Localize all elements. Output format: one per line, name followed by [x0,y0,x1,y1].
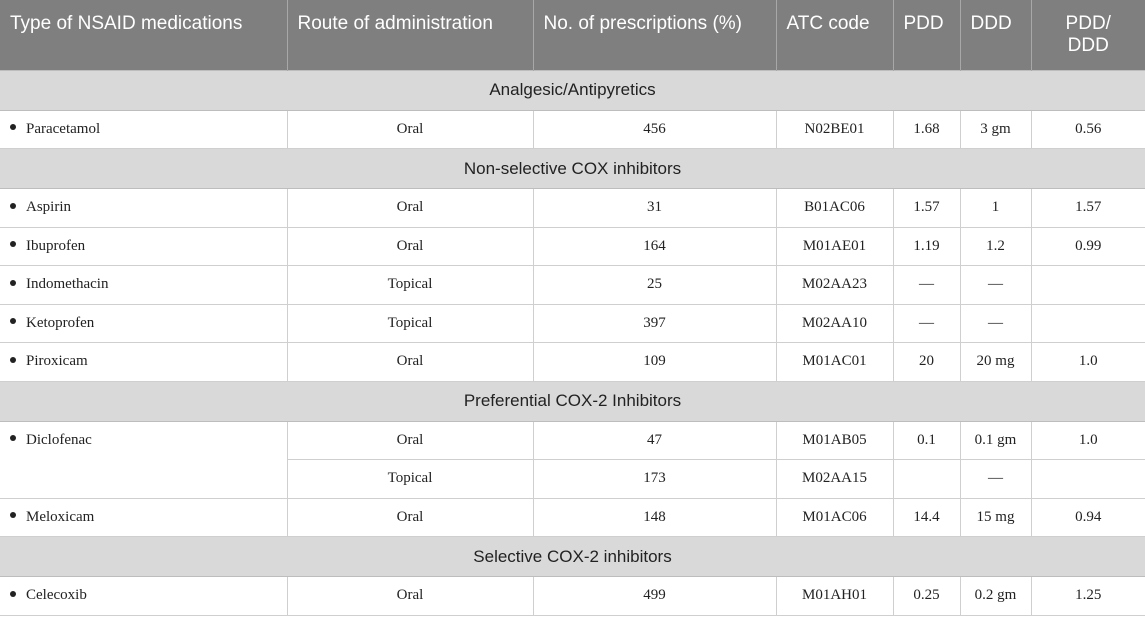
ratio-cell: 1.57 [1031,189,1145,228]
ratio-cell: 0.56 [1031,110,1145,149]
ddd-cell: 0.1 gm [960,421,1031,460]
route-cell: Topical [287,304,533,343]
atc-cell: M01AE01 [776,227,893,266]
drug-name-cell: Aspirin [0,189,287,228]
table-row [0,421,1145,460]
atc-cell: M02AA15 [776,460,893,499]
ddd-cell: — [960,460,1031,499]
bullet-icon [10,241,16,247]
table-row [0,227,1145,266]
ddd-cell: 20 mg [960,343,1031,382]
count-cell: 164 [533,227,776,266]
bullet-icon [10,124,16,130]
route-cell: Oral [287,421,533,460]
table-row [0,498,1145,537]
pdd-cell: — [893,266,960,305]
bullet-icon [10,512,16,518]
count-cell: 47 [533,421,776,460]
ddd-cell: 1.2 [960,227,1031,266]
header-pdd-ddd: PDD/ DDD [1031,0,1145,70]
header-ddd: DDD [960,0,1031,70]
table-row [0,266,1145,305]
drug-name-cell: Paracetamol [0,110,287,149]
ratio-cell: 0.94 [1031,498,1145,537]
table-row [0,304,1145,343]
route-cell: Oral [287,577,533,616]
category-label: Non-selective COX inhibitors [0,149,1145,189]
ddd-cell: 0.2 gm [960,577,1031,616]
drug-name-cell: Diclofenac [0,421,287,498]
count-cell: 148 [533,498,776,537]
ddd-cell: 15 mg [960,498,1031,537]
pdd-cell: 0.1 [893,421,960,460]
table-row [0,343,1145,382]
pdd-cell: 1.68 [893,110,960,149]
drug-name-cell: Ketoprofen [0,304,287,343]
count-cell: 25 [533,266,776,305]
category-label: Selective COX-2 inhibitors [0,537,1145,577]
drug-name-cell: Piroxicam [0,343,287,382]
category-label: Preferential COX-2 Inhibitors [0,381,1145,421]
category-row [0,70,1145,110]
header-route: Route of administration [287,0,533,70]
atc-cell: M01AC01 [776,343,893,382]
ratio-cell: 0.99 [1031,227,1145,266]
pdd-cell: 1.57 [893,189,960,228]
pdd-cell: 20 [893,343,960,382]
drug-name-cell: Meloxicam [0,498,287,537]
header-prescriptions: No. of prescriptions (%) [533,0,776,70]
drug-name-cell: Indomethacin [0,266,287,305]
category-row [0,149,1145,189]
bullet-icon [10,203,16,209]
category-label: Analgesic/Antipyretics [0,70,1145,110]
route-cell: Oral [287,498,533,537]
route-cell: Oral [287,110,533,149]
count-cell: 499 [533,577,776,616]
count-cell: 109 [533,343,776,382]
count-cell: 397 [533,304,776,343]
header-type: Type of NSAID medications [0,0,287,70]
bullet-icon [10,591,16,597]
ddd-cell: — [960,304,1031,343]
ratio-cell: 1.0 [1031,421,1145,460]
atc-cell: M02AA23 [776,266,893,305]
count-cell: 31 [533,189,776,228]
route-cell: Oral [287,343,533,382]
route-cell: Oral [287,227,533,266]
ratio-cell [1031,460,1145,499]
table-row [0,577,1145,616]
atc-cell: M01AH01 [776,577,893,616]
atc-cell: N02BE01 [776,110,893,149]
ratio-cell [1031,304,1145,343]
drug-name-cell: Celecoxib [0,577,287,616]
ratio-cell: 1.25 [1031,577,1145,616]
pdd-cell [893,460,960,499]
table-row [0,110,1145,149]
ratio-cell: 1.0 [1031,343,1145,382]
category-row [0,381,1145,421]
category-row [0,537,1145,577]
ratio-cell [1031,266,1145,305]
table-row [0,189,1145,228]
atc-cell: M01AB05 [776,421,893,460]
count-cell: 173 [533,460,776,499]
bullet-icon [10,318,16,324]
pdd-cell: 0.25 [893,577,960,616]
bullet-icon [10,357,16,363]
bullet-icon [10,280,16,286]
header-pdd: PDD [893,0,960,70]
drug-name-cell: Ibuprofen [0,227,287,266]
route-cell: Topical [287,460,533,499]
header-row [0,0,1145,70]
atc-cell: M02AA10 [776,304,893,343]
pdd-cell: 14.4 [893,498,960,537]
pdd-cell: 1.19 [893,227,960,266]
atc-cell: M01AC06 [776,498,893,537]
ddd-cell: 1 [960,189,1031,228]
count-cell: 456 [533,110,776,149]
bullet-icon [10,435,16,441]
pdd-cell: — [893,304,960,343]
ddd-cell: — [960,266,1031,305]
atc-cell: B01AC06 [776,189,893,228]
header-atc: ATC code [776,0,893,70]
route-cell: Topical [287,266,533,305]
route-cell: Oral [287,189,533,228]
ddd-cell: 3 gm [960,110,1031,149]
